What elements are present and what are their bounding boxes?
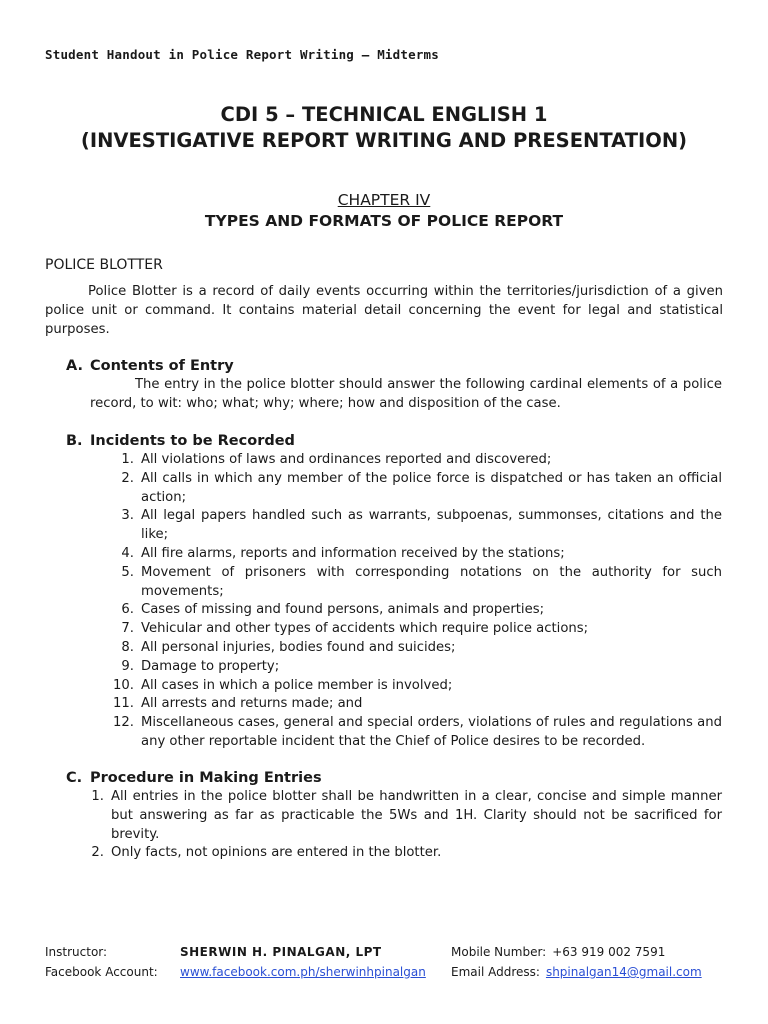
section-a-letter: A. <box>66 358 83 374</box>
list-item <box>112 451 722 470</box>
facebook-link[interactable]: www.facebook.com.ph/sherwinhpinalgan <box>180 965 426 979</box>
incidents-list <box>112 451 722 752</box>
section-heading: POLICE BLOTTER <box>45 257 163 273</box>
section-c-title: Procedure in Making Entries <box>90 770 322 786</box>
footer-row-1 <box>45 942 745 962</box>
list-item-number: 1. <box>91 789 104 804</box>
list-item-number: 3. <box>121 508 134 524</box>
list-item-text: All entries in the police blotter shall be handwritten in a clear, concise and simple manner but answering as far as practicable the 5Ws and 1H. Clarity should not be sacrificed for brevity. <box>111 789 722 842</box>
course-title: CDI 5 – TECHNICAL ENGLISH 1 <box>220 103 548 126</box>
section-b-letter: B. <box>66 433 83 449</box>
mobile-value: +63 919 002 7591 <box>552 945 666 959</box>
list-item-number: 9. <box>121 658 134 674</box>
list-item-number: 4. <box>121 545 134 561</box>
section-b <box>66 432 722 752</box>
section-a-title: Contents of Entry <box>90 358 234 374</box>
list-item-number: 2. <box>91 845 104 861</box>
list-item <box>112 545 722 564</box>
instructor-label: Instructor: <box>45 945 108 959</box>
section-b-title: Incidents to be Recorded <box>90 433 295 449</box>
footer <box>45 942 745 982</box>
list-item-text: All calls in which any member of the police force is dispatched or has taken an official action; <box>141 470 722 505</box>
mobile-label: Mobile Number: <box>451 945 547 959</box>
list-item-number: 12. <box>113 715 134 731</box>
section-a <box>66 357 722 414</box>
chapter-subtitle: TYPES AND FORMATS OF POLICE REPORT <box>204 212 564 230</box>
list-item-text: Damage to property; <box>141 658 280 674</box>
email-label: Email Address: <box>451 965 540 979</box>
document-title <box>0 102 768 154</box>
list-item <box>112 714 722 752</box>
section-b-heading <box>66 432 722 451</box>
intro-text: Police Blotter is a record of daily events occurring within the territories/jurisdiction of a given police unit or command. It contains material detail concerning the event for legal and statistical purposes. <box>45 284 723 337</box>
section-c <box>66 769 722 863</box>
list-item-text: All cases in which a police member is involved; <box>141 677 453 693</box>
list-item-text: Only facts, not opinions are entered in the blotter. <box>111 845 442 861</box>
list-item-text: Vehicular and other types of accidents which require police actions; <box>141 621 589 637</box>
course-subtitle: (INVESTIGATIVE REPORT WRITING AND PRESENTATION) <box>80 129 688 152</box>
section-c-heading <box>66 769 722 788</box>
chapter-label: CHAPTER IV <box>337 191 431 209</box>
list-item-number: 10. <box>113 677 134 693</box>
email-contact <box>451 962 702 982</box>
list-item-number: 11. <box>113 696 134 712</box>
running-header: Student Handout in Police Report Writing – Midterms <box>45 47 440 62</box>
list-item-text: All personal injuries, bodies found and suicides; <box>141 639 456 655</box>
list-item <box>112 564 722 602</box>
section-c-letter: C. <box>66 770 83 786</box>
intro-paragraph <box>45 283 723 339</box>
list-item-number: 2. <box>121 470 134 486</box>
facebook-label: Facebook Account: <box>45 965 158 979</box>
list-item <box>112 639 722 658</box>
list-item-text: All violations of laws and ordinances reported and discovered; <box>141 452 552 467</box>
footer-row-2 <box>45 962 745 982</box>
list-item-number: 5. <box>121 564 134 580</box>
list-item <box>112 470 722 508</box>
section-a-paragraph <box>90 376 722 414</box>
list-item-text: All arrests and returns made; and <box>141 696 363 712</box>
list-item <box>66 844 722 863</box>
list-item <box>112 601 722 620</box>
list-item-number: 8. <box>121 639 134 655</box>
list-item <box>112 695 722 714</box>
list-item <box>112 620 722 639</box>
section-a-heading <box>66 357 722 376</box>
list-item <box>112 507 722 545</box>
instructor-name: SHERWIN H. PINALGAN, LPT <box>180 945 382 959</box>
list-item <box>112 677 722 696</box>
mobile-contact <box>451 942 665 962</box>
list-item-text: All legal papers handled such as warrants, subpoenas, summonses, citations and the like; <box>141 508 722 543</box>
list-item-text: Cases of missing and found persons, animals and properties; <box>141 602 545 618</box>
list-item-text: Miscellaneous cases, general and special orders, violations of rules and regulations and any other reportable incident that the Chief of Police desires to be recorded. <box>141 715 722 749</box>
list-item <box>66 788 722 844</box>
list-item-number: 6. <box>121 602 134 618</box>
list-item-number: 1. <box>121 452 134 467</box>
procedure-list <box>66 788 722 863</box>
list-item-text: Movement of prisoners with corresponding notations on the authority for such movements; <box>141 564 722 599</box>
list-item-text: All fire alarms, reports and information received by the stations; <box>141 545 565 561</box>
list-item-number: 7. <box>121 621 134 637</box>
list-item <box>112 658 722 677</box>
chapter-heading <box>0 190 768 232</box>
email-link[interactable]: shpinalgan14@gmail.com <box>545 965 702 979</box>
section-a-text: The entry in the police blotter should answer the following cardinal elements of a police record, to wit: who; what; why; where; how and disposition of the case. <box>90 377 722 411</box>
